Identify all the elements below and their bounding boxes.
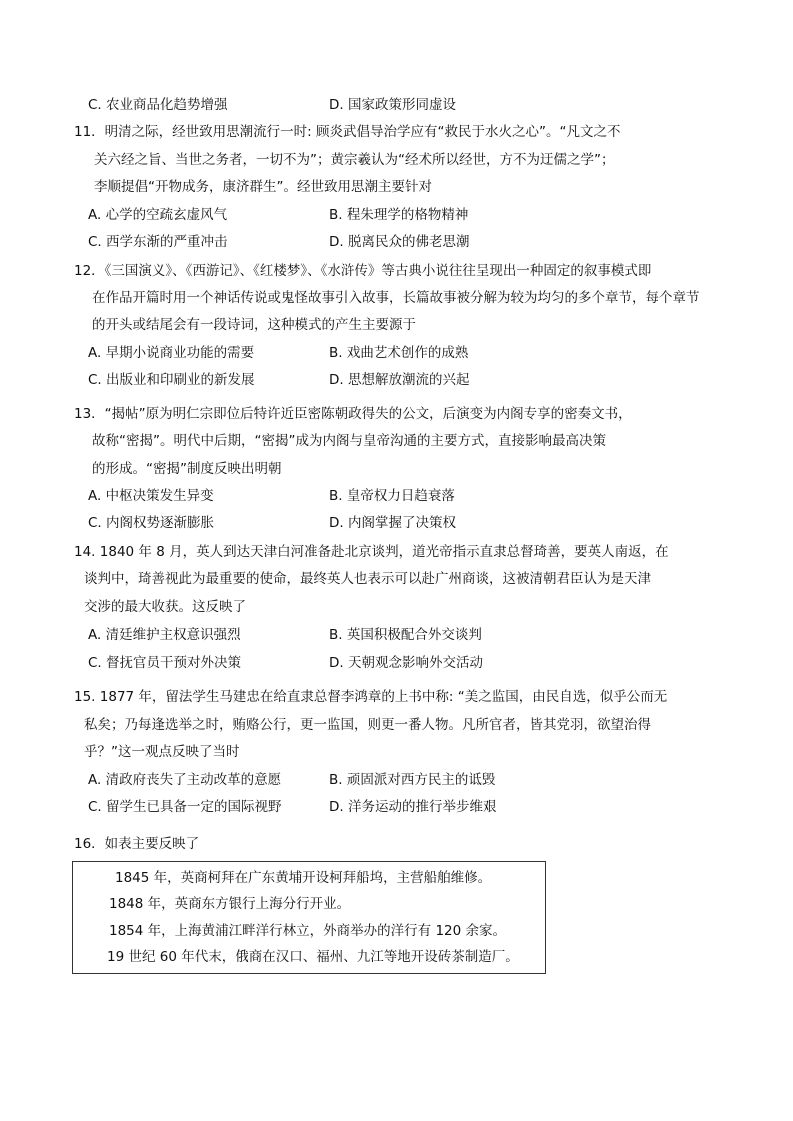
q13-option-d: D. 内阁掌握了决策权 — [329, 515, 456, 531]
q15-stem-line-1: 15. 1877 年，留法学生马建忠在给直隶总督李鸿章的上书中称: “美之监国，由民自选，似乎公而无 — [74, 689, 668, 705]
q11-stem-line-2: 关六经之旨、当世之务者，一切不为”；黄宗羲认为“经术所以经世，方不为迂儒之学”； — [94, 152, 615, 168]
q12-stem-line-1: 12．《三国演义》、《西游记》、《红楼梦》、《水浒传》等古典小说往往呈现出一种固定的叙事模式即 — [74, 263, 652, 279]
q11-option-d: D. 脱离民众的佛老思潮 — [329, 234, 470, 250]
table-row: 1848 年，英商东方银行上海分行开业。 — [109, 896, 351, 912]
q15-stem-line-3: 乎？”这一观点反映了当时 — [84, 744, 240, 760]
q11-stem-line-3: 李顺提倡“开物成务，康济群生”。经世致用思潮主要针对 — [94, 179, 432, 195]
q14-option-b: B. 英国积极配合外交谈判 — [329, 627, 482, 643]
table-row: 19 世纪 60 年代末，俄商在汉口、福州、九江等地开设砖茶制造厂。 — [107, 949, 519, 965]
q11-stem-line-1: 11．明清之际，经世致用思潮流行一时: 顾炎武倡导治学应有“救民于水火之心”。“凡文之不 — [74, 124, 621, 140]
q13-stem-line-2: 故称“密揭”。明代中后期，“密揭”成为内阁与皇帝沟通的主要方式，直接影响最高决策 — [92, 433, 606, 449]
q14-option-c: C. 督抚官员干预对外决策 — [88, 655, 242, 671]
q16-table — [72, 861, 546, 974]
q10-option-c: C. 农业商品化趋势增强 — [88, 97, 228, 113]
q13-option-c: C. 内阁权势逐渐膨胀 — [88, 515, 215, 531]
q15-option-c: C. 留学生已具备一定的国际视野 — [88, 799, 282, 815]
q12-stem-line-3: 的开头或结尾会有一段诗词，这种模式的产生主要源于 — [92, 317, 416, 333]
q14-option-d: D. 天朝观念影响外交活动 — [329, 655, 483, 671]
q12-option-c: C. 出版业和印刷业的新发展 — [88, 372, 255, 388]
q15-stem-line-2: 私矣；乃每逢选举之时，贿赂公行，更一监国，则更一番人物。凡所官者，皆其党羽，欲望治得 — [84, 717, 651, 733]
q10-option-d: D. 国家政策形同虚设 — [329, 97, 456, 113]
q14-option-a: A. 清廷维护主权意识强烈 — [88, 627, 241, 643]
table-row: 1845 年，英商柯拜在广东黄埔开设柯拜船坞，主营船舶维修。 — [115, 870, 492, 886]
q13-option-a: A. 中枢决策发生异变 — [88, 488, 214, 504]
q12-option-d: D. 思想解放潮流的兴起 — [329, 372, 470, 388]
q12-option-b: B. 戏曲艺术创作的成熟 — [329, 345, 469, 361]
q13-stem-line-1: 13．“揭帖”原为明仁宗即位后特许近臣密陈朝政得失的公文，后演变为内阁专享的密奏文书， — [74, 406, 632, 422]
q11-option-a: A. 心学的空疏玄虚风气 — [88, 207, 228, 223]
q15-option-d: D. 洋务运动的推行举步维艰 — [329, 799, 497, 815]
q15-option-a: A. 清政府丧失了主动改革的意愿 — [88, 772, 282, 788]
q13-option-b: B. 皇帝权力日趋衰落 — [329, 488, 455, 504]
q16-stem: 16．如表主要反映了 — [74, 836, 200, 852]
q15-option-b: B. 顽固派对西方民主的诋毁 — [329, 772, 496, 788]
q14-stem-line-3: 交涉的最大收获。这反映了 — [84, 599, 246, 615]
q14-stem-line-2: 谈判中，琦善视此为最重要的使命，最终英人也表示可以赴广州商谈，这被清朝君臣认为是天津 — [84, 571, 651, 587]
q14-stem-line-1: 14. 1840 年 8 月，英人到达天津白河准备赴北京谈判，道光帝指示直隶总督琦善，要英人南返，在 — [74, 544, 669, 560]
q12-stem-line-2: 在作品开篇时用一个神话传说或鬼怪故事引入故事，长篇故事被分解为较为均匀的多个章节，每个章节 — [92, 290, 700, 306]
q11-option-c: C. 西学东渐的严重冲击 — [88, 234, 228, 250]
q11-option-b: B. 程朱理学的格物精神 — [329, 207, 469, 223]
q12-option-a: A. 早期小说商业功能的需要 — [88, 345, 255, 361]
table-row: 1854 年，上海黄浦江畔洋行林立，外商举办的洋行有 120 余家。 — [109, 923, 506, 939]
q13-stem-line-3: 的形成。“密揭”制度反映出明朝 — [92, 461, 282, 477]
